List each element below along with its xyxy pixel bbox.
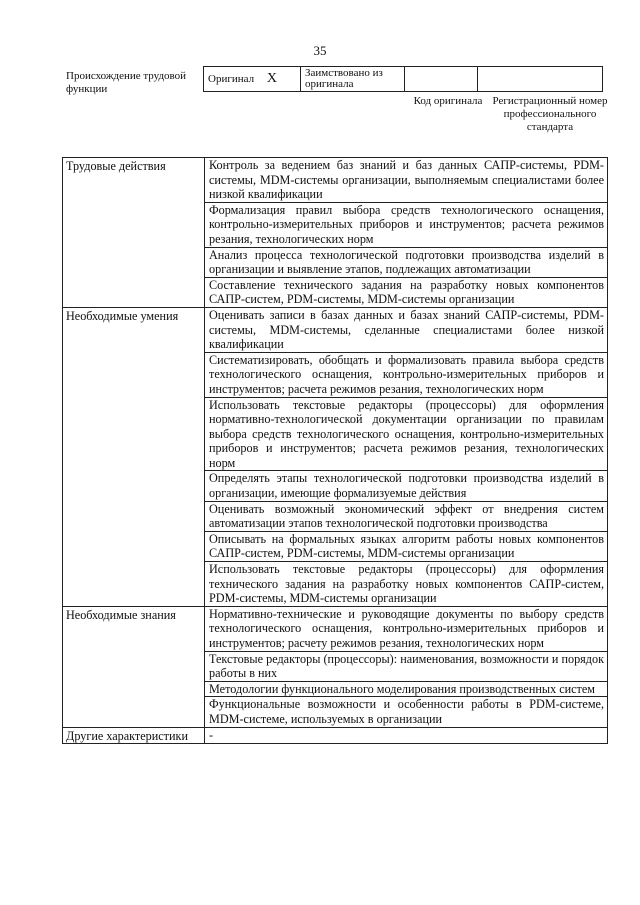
borrowed-cell xyxy=(301,67,405,92)
section-item: Методологии функционального моделирования производственных систем xyxy=(205,681,608,697)
section-title: Необходимые умения xyxy=(63,307,205,606)
section-item: Формализация правил выбора средств технологического оснащения, контрольно-измерительных приборов и инструментов; расчета режимов резания, технологических норм xyxy=(205,202,608,247)
section-item: Анализ процесса технологической подготовки производства изделий в организации и выявление этапов, подлежащих автоматизации xyxy=(205,247,608,277)
table-row xyxy=(63,307,608,352)
section-item: Функциональные возможности и особенности работы в PDM-системе, MDM-системе, используемых в организации xyxy=(205,697,608,727)
labor-function-table xyxy=(62,157,608,744)
section-title: Трудовые действия xyxy=(63,158,205,308)
origin-label: Происхождение трудовой функции xyxy=(66,70,187,95)
section-item: - xyxy=(205,727,608,744)
section-item: Оценивать записи в базах данных и базах знаний САПР-системы, PDM-системы, MDM-системы, сделанные специалистами более низкой квалификации xyxy=(205,307,608,352)
table-row xyxy=(63,158,608,203)
original-label: Оригинал xyxy=(208,73,255,85)
original-mark: X xyxy=(266,71,277,86)
section-item: Описывать на формальных языках алгоритм работы новых компонентов САПР-систем, PDM-системы, MDM-системы организации xyxy=(205,531,608,561)
section-item: Текстовые редакторы (процессоры): наименования, возможности и порядок работы в них xyxy=(205,651,608,681)
table-row xyxy=(63,606,608,651)
reg-number-caption: Регистрационный номер профессионального стандарта xyxy=(492,95,608,133)
reg-number-cell xyxy=(478,67,603,92)
origin-table xyxy=(203,66,603,92)
section-item: Использовать текстовые редакторы (процессоры) для оформления технического задания на разработку новых компонентов САПР-систем, PDM-системы, MDM-системы организации xyxy=(205,562,608,607)
code-caption: Код оригинала xyxy=(413,95,483,107)
section-item: Контроль за ведением баз знаний и баз данных САПР-системы, PDM-системы, MDM-системы организации, выполняемым специалистами более низкой квалификации xyxy=(205,158,608,203)
section-item: Нормативно-технические и руководящие документы по выбору средств технологического оснащения, контрольно-измерительных приборов и инструментов; расчету режимов резания, технологических норм xyxy=(205,606,608,651)
code-cell xyxy=(405,67,478,92)
section-item: Систематизировать, обобщать и формализовать правила выбора средств технологического оснащения, контрольно-измерительных приборов и инструментов; расчета режимов резания, технологических норм xyxy=(205,352,608,397)
section-title: Другие характеристики xyxy=(63,727,205,744)
section-item: Определять этапы технологической подготовки производства изделий в организации, имеющие формализуемые действия xyxy=(205,471,608,501)
borrowed-label: Заимствовано из оригинала xyxy=(305,67,383,90)
section-item: Оценивать возможный экономический эффект от внедрения систем автоматизации этапов технологической подготовки производства xyxy=(205,501,608,531)
table-row xyxy=(63,727,608,744)
section-item: Составление технического задания на разработку новых компонентов САПР-систем, PDM-системы, MDM-системы организации xyxy=(205,277,608,307)
original-cell xyxy=(204,67,301,92)
section-title: Необходимые знания xyxy=(63,606,205,727)
section-item: Использовать текстовые редакторы (процессоры) для оформления нормативно-технологической документации организации по правилам выбора средств технологического оснащения, контрольно-измерительных приборов и инструментов; расчета режимов резания, технологических норм xyxy=(205,397,608,471)
page-number: 35 xyxy=(313,43,327,58)
